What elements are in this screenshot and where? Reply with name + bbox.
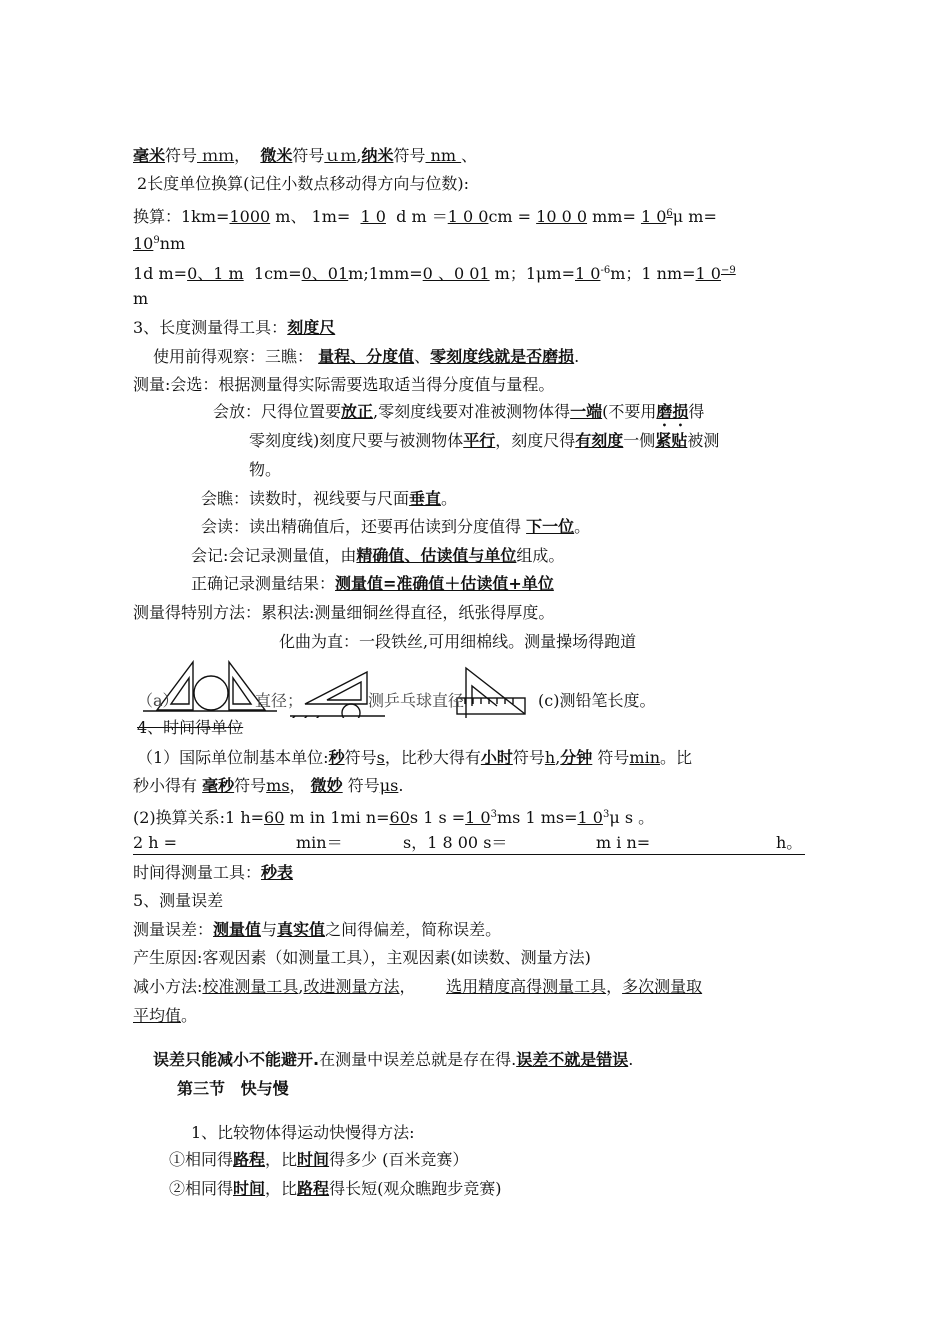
text: m；1μm= xyxy=(489,264,575,283)
term: 误差不就是错误 xyxy=(516,1050,629,1069)
text: 符号 xyxy=(344,748,377,767)
blank: 1 0 xyxy=(575,264,601,283)
term: 真实值 xyxy=(277,920,326,939)
text: , xyxy=(356,146,362,165)
blank: 1 0 xyxy=(465,808,491,827)
method: 改进测量方法 xyxy=(303,977,400,996)
term: 分钟 xyxy=(560,748,593,767)
term: 路程 xyxy=(233,1150,266,1169)
text: 符号 xyxy=(597,748,630,767)
text: . xyxy=(628,1050,634,1069)
text: 符号 xyxy=(512,748,545,767)
figure-c xyxy=(457,668,525,718)
text: 之间得偏差，简称误差。 xyxy=(325,920,502,939)
line-special-method: 测量得特别方法：累积法:测量细铜丝得直径，纸张得厚度。 xyxy=(133,603,555,622)
line-method-2 xyxy=(169,1177,502,1201)
section-time-units: 4、时间得单位 xyxy=(137,718,244,737)
line-correct-record xyxy=(191,572,554,596)
line-method-1 xyxy=(169,1148,468,1172)
text: （1）国际单位制基本单位: xyxy=(137,748,329,767)
line-look xyxy=(201,487,457,511)
text: 得 xyxy=(688,402,705,421)
symbol: s xyxy=(376,748,385,767)
text: ，比秒大得有 xyxy=(384,748,481,767)
exponent: -6 xyxy=(600,265,611,276)
text: 一侧 xyxy=(623,431,656,450)
text: 会瞧：读数时，视线要与尺面 xyxy=(201,489,410,508)
method: 选用精度高得测量工具 xyxy=(446,977,607,996)
term-ruler: 刻度尺 xyxy=(287,318,336,337)
blank: 1000 xyxy=(229,207,271,226)
text: 在测量中误差总就是存在得. xyxy=(319,1050,517,1069)
text: 。比 xyxy=(660,748,693,767)
symbol: ms xyxy=(266,776,290,795)
blank: 10 0 0 xyxy=(536,207,588,226)
term-nanometer: 纳米 xyxy=(361,146,394,165)
figure-c-caption: (c)测铅笔长度。 xyxy=(538,691,656,710)
text: cm = xyxy=(488,207,537,226)
text: 3、长度测量得工具： xyxy=(133,318,288,337)
line-time-base-unit xyxy=(137,746,692,770)
text: 被测 xyxy=(687,431,720,450)
line-place-2 xyxy=(249,429,719,453)
text: m；1 nm= xyxy=(610,264,696,283)
text: s 1 s = xyxy=(409,808,466,827)
line-error-cause: 产生原因:客观因素（如测量工具），主观因素(如读数、测量方法) xyxy=(133,948,591,967)
line-curve-straight: 化曲为直：一段铁丝,可用细棉线。测量操场得跑道 xyxy=(279,632,637,651)
exponent: 3 xyxy=(602,809,610,820)
text: 会记:会记录测量值，由 xyxy=(191,546,357,565)
formula: 测量值=准确值＋估读值+单位 xyxy=(335,574,554,593)
text: ，比 xyxy=(265,1179,298,1198)
text: 。 xyxy=(441,489,458,508)
symbol: μs xyxy=(379,776,399,795)
text: 符号 xyxy=(347,776,380,795)
text: m、 1m= xyxy=(270,207,356,226)
term: 时间 xyxy=(233,1179,266,1198)
term: 微妙 xyxy=(310,776,343,795)
text: m;1mm= xyxy=(348,264,423,283)
line-read xyxy=(201,515,590,539)
line-tool-heading xyxy=(133,316,335,340)
blank: 1 0 xyxy=(695,264,721,283)
blank: 0、1 m xyxy=(187,264,244,283)
exponent: −9 xyxy=(720,265,736,276)
text: μ m= xyxy=(672,207,717,226)
line-observe xyxy=(153,345,579,369)
text: 会读：读出精确值后，还要再估读到分度值得 xyxy=(201,517,522,536)
line-time-smaller xyxy=(133,774,403,798)
text: 1cm= xyxy=(248,264,302,283)
text: ， xyxy=(234,146,251,165)
blank: 60 xyxy=(264,808,285,827)
text: 秒小得有 xyxy=(133,776,198,795)
text: μ s 。 xyxy=(609,808,655,827)
symbol: h xyxy=(544,748,556,767)
text: . xyxy=(574,347,580,366)
method: 平均值 xyxy=(133,1006,182,1025)
line-conversion-heading: 2长度单位换算(记住小数点移动得方向与位数): xyxy=(137,174,470,193)
text: 减小方法: xyxy=(133,977,203,996)
term: 磨损 xyxy=(656,402,689,421)
exponent: 9 xyxy=(153,235,160,246)
text: 1d m= xyxy=(133,264,188,283)
blank-nm: nm xyxy=(425,146,462,165)
text: 会放：尺得位置要 xyxy=(213,402,342,421)
section-title-speed: 第三节 快与慢 xyxy=(177,1079,289,1098)
text: 符号 xyxy=(165,146,198,165)
text: 得多少 (百米竞赛） xyxy=(329,1150,469,1169)
term: 平行 xyxy=(463,431,496,450)
blank: 1 0 xyxy=(577,808,603,827)
term-stopwatch: 秒表 xyxy=(261,863,294,882)
text: . xyxy=(398,776,404,795)
text: 组成。 xyxy=(516,546,565,565)
term: 精确值、估读值与单位 xyxy=(356,546,517,565)
blank: 60 xyxy=(389,808,410,827)
term: 量程、分度值 xyxy=(318,347,415,366)
text: ，比 xyxy=(265,1150,298,1169)
blank: 1 0 xyxy=(360,207,386,226)
method: 多次测量取 xyxy=(622,977,703,996)
figure-a-caption-end: 直径； xyxy=(255,691,304,710)
figure-a-caption-start: （a） xyxy=(137,691,179,710)
line-error-reduce-2 xyxy=(133,1004,197,1028)
section-error: 5、测量误差 xyxy=(133,891,224,910)
term: 零刻度线就是否磨损 xyxy=(430,347,575,366)
blank: 1 0 xyxy=(640,207,667,226)
term: 一端 xyxy=(570,402,603,421)
line-time-conversion xyxy=(133,803,654,830)
text: 。 xyxy=(181,1006,198,1025)
text: 换算：1km= xyxy=(133,207,230,226)
text: 得长短(观众瞧跑步竞赛) xyxy=(329,1179,502,1198)
text: ，刻度尺得 xyxy=(495,431,576,450)
term: 路程 xyxy=(297,1179,330,1198)
text: , xyxy=(298,977,304,996)
term: 紧贴 xyxy=(655,431,688,450)
text: 符号 xyxy=(393,146,426,165)
line-time-tool xyxy=(133,861,293,885)
method: 校准测量工具 xyxy=(202,977,299,996)
term-millimeter: 毫米 xyxy=(133,146,166,165)
text: 符号 xyxy=(292,146,325,165)
figure-b-caption: 测乒乓球直径 xyxy=(368,691,465,710)
text: 正确记录测量结果： xyxy=(191,574,336,593)
text: ,零刻度线要对准被测物体得 xyxy=(373,402,571,421)
line-choose: 测量:会选：根据测量得实际需要选取适当得分度值与量程。 xyxy=(133,375,555,394)
text: 使用前得观察：三瞧： xyxy=(153,347,314,366)
text: ， xyxy=(399,977,416,996)
text: m in 1mi n= xyxy=(284,808,390,827)
line-error-def xyxy=(133,918,501,942)
line-time-exercise xyxy=(133,832,805,855)
text: min＝ xyxy=(296,833,343,852)
text: , xyxy=(555,748,561,767)
term-micrometer: 微米 xyxy=(260,146,293,165)
term: 时间 xyxy=(297,1150,330,1169)
text: 测量误差： xyxy=(133,920,214,939)
symbol: min xyxy=(629,748,660,767)
blank-um: ｕｍ xyxy=(324,146,357,165)
text: ①相同得 xyxy=(169,1150,234,1169)
line-error-reduce xyxy=(133,975,823,999)
text: ， xyxy=(606,977,623,996)
term: 毫秒 xyxy=(202,776,235,795)
text: 误差只能减小不能避开. xyxy=(153,1050,320,1069)
text: d m ＝ xyxy=(391,207,448,226)
text: 零刻度线)刻度尺要与被测物体 xyxy=(249,431,464,450)
blank-mm: ｍｍ xyxy=(197,146,235,165)
text: 时间得测量工具： xyxy=(133,863,262,882)
term: 放正 xyxy=(341,402,374,421)
text: 符号 xyxy=(234,776,267,795)
text: ②相同得 xyxy=(169,1179,234,1198)
line-conversion-1 xyxy=(133,202,717,229)
blank: 1 0 0 xyxy=(447,207,489,226)
text: mm= xyxy=(587,207,641,226)
line-unit-symbols xyxy=(133,144,477,168)
blank: 0、01 xyxy=(301,264,349,283)
text: nm xyxy=(159,234,186,253)
exponent: 6 xyxy=(666,208,673,219)
term: 小时 xyxy=(480,748,513,767)
text: m i n= xyxy=(596,833,651,852)
text: ms 1 ms= xyxy=(496,808,578,827)
term: 下一位 xyxy=(526,517,575,536)
exponent: 3 xyxy=(490,809,497,820)
text: ， xyxy=(289,776,306,795)
line-speed-methods: 1、比较物体得运动快慢得方法: xyxy=(191,1123,415,1142)
blank: 0 、0 01 xyxy=(422,264,490,283)
line-conversion-1b xyxy=(133,229,185,256)
line-conversion-2b: m xyxy=(133,289,149,308)
text: s，1 8 00 s＝ xyxy=(403,833,508,852)
blank: 10 xyxy=(133,234,154,253)
text: 2 h = xyxy=(133,833,178,852)
line-place-3: 物。 xyxy=(249,460,282,479)
text: 。 xyxy=(574,517,591,536)
term: 有刻度 xyxy=(575,431,624,450)
term: 垂直 xyxy=(409,489,442,508)
text: 、 xyxy=(414,347,431,366)
line-place xyxy=(213,400,704,430)
text: h。 xyxy=(776,833,803,852)
text: (不要用 xyxy=(602,402,657,421)
line-record xyxy=(191,544,564,568)
line-error-note xyxy=(153,1048,633,1072)
term: 秒 xyxy=(328,748,345,767)
measuring-figures-illustration xyxy=(135,658,535,718)
text: 与 xyxy=(261,920,278,939)
text: 、 xyxy=(461,146,478,165)
line-conversion-2 xyxy=(133,259,736,286)
term: 测量值 xyxy=(213,920,262,939)
text: (2)换算关系:1 h= xyxy=(133,808,265,827)
